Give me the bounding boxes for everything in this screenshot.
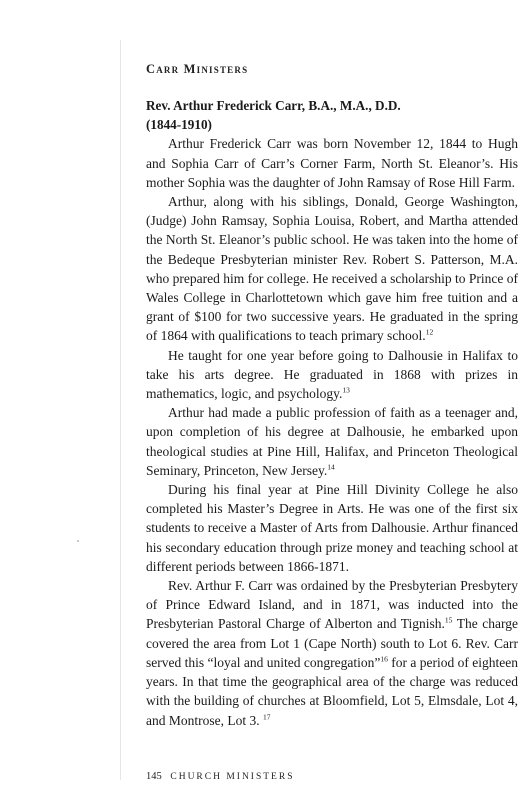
page-number: 145 [146,771,162,782]
paragraph-2: Arthur, along with his siblings, Donald, George Washington, (Judge) John Ramsay, Sophia Louisa, Robert, and Martha attended the North St. Eleanor’s public school. He was taken into the home of the Bedeque Presbyterian minister Rev. Robert S. Patterson, M.A. who prepared him for college. He received a scholarship to Prince of Wales College in Charlottetown which gave him free tuition and a grant of $100 for two successive years. He graduated in the spring of 1864 with qualifications to teach primary school.$^{12}$ [146,194,518,344]
footnote-ref: 13 [342,385,350,395]
paragraph-4: Arthur had made a public profession of faith as a teenager and, upon completion of his degree at Dalhousie, he embarked upon theological studies at Pine Hill, Halifax, and Princeton Theological Seminary, Princeton, New Jersey.$^{14}$ [146,405,518,478]
running-head: Carr Ministers [146,62,249,76]
gutter-line [120,40,121,780]
heading-name: Rev. Arthur Frederick Carr, B.A., M.A., D.D. [146,98,401,113]
paragraph-1: Arthur Frederick Carr was born November 12, 1844 to Hugh and Sophia Carr of Carr’s Corner Farm, North St. Eleanor’s. His mother Sophia was the daughter of John Ramsay of Rose Hill Farm. [146,136,518,190]
footnote-ref: 17 [263,712,271,721]
scan-speck [77,540,79,542]
paragraph-5: During his final year at Pine Hill Divinity College he also completed his Master’s Degree in Arts. He was one of the first six students to receive a Master of Arts from Dalhousie. Arthur financed his secondary education through prize money and teaching school at different periods between 1866-1871. [146,482,518,574]
heading-dates: (1844-1910) [146,117,212,133]
footnote-ref: 14 [327,462,335,472]
section-heading [146,96,518,134]
page-footer [146,771,295,782]
paragraph-6: Rev. Arthur F. Carr was ordained by the Presbyterian Presbytery of Prince Edward Island, and in 1871, was inducted into the Presbyterian Pastoral Charge of Alberton and Tignish.$^{15}$ The charge covered the area from Lot 1 (Cape North) south to Lot 6. Rev. Carr served this “loyal and united congregation”$^{16}$ for a period of eighteen years. In that time the geographical area of the charge was reduced with the building of churches at Bloomfield, Lot 5, Elmsdale, Lot 4, and Montrose, Lot 3. $^{17}$ [146,578,518,728]
book-title: CHURCH MINISTERS [170,772,295,782]
paragraph-3: He taught for one year before going to Dalhousie in Halifax to take his arts degree. He graduated in 1868 with prizes in mathematics, logic, and psychology.$^{13}$ [146,347,518,402]
main-text [146,96,518,730]
footnote-ref: 16 [380,654,388,664]
footnote-ref: 12 [425,327,434,337]
footnote-ref: 15 [444,615,453,625]
